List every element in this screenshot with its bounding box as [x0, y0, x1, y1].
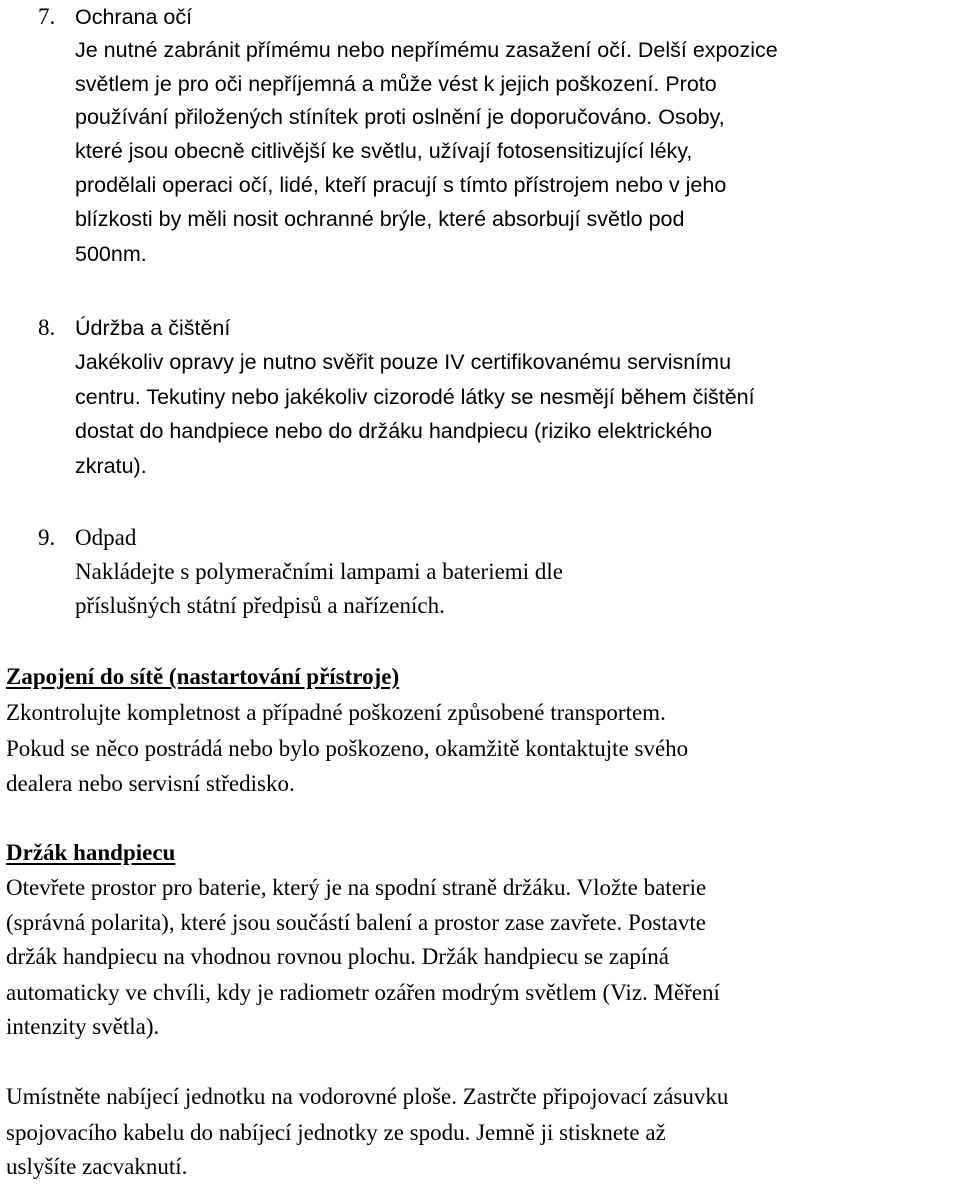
holder-para2-line-2: spojovacího kabelu do nabíjecí jednotky ze spodu. Jemně ji stisknete až [6, 1120, 666, 1145]
connection-line-1: Zkontrolujte kompletnost a případné poškození způsobené transportem. [6, 700, 666, 725]
section-8-line-3: dostat do handpiece nebo do držáku handpiecu (riziko elektrického [75, 419, 713, 443]
section-7-line-1: Je nutné zabránit přímému nebo nepřímému zasažení očí. Delší expozice [75, 38, 778, 62]
section-7-line-3b: Osoby, [652, 105, 725, 129]
section-7-line-4: které jsou obecně citlivější ke světlu, užívají fotosensitizující léky, [75, 139, 693, 163]
connection-heading: Zapojení do sítě (nastartování přístroje) [6, 664, 400, 689]
section-9-number: 9. [38, 525, 56, 550]
holder-para2-line-3: uslyšíte zacvaknutí. [6, 1154, 188, 1179]
holder-line-4: automaticky ve chvíli, kdy je radiometr ozářen modrým světlem (Viz. Měření [6, 980, 720, 1005]
section-9-line-2: příslušných státní předpisů a nařízeních. [75, 593, 445, 618]
holder-line-2: (správná polarita), které jsou součástí balení a prostor zase zavřete. Postavte [6, 910, 706, 935]
section-7-line-6: blízkosti by měli nosit ochranné brýle, které absorbují světlo pod [75, 207, 685, 231]
holder-line-5: intenzity světla). [6, 1014, 160, 1039]
section-8-line-4: zkratu). [75, 454, 147, 478]
section-8-number: 8. [38, 315, 56, 340]
section-8-line-2b: Tekutiny nebo jakékoliv cizorodé látky se nesmějí během čištění [140, 385, 755, 409]
connection-line-3: dealera nebo servisní středisko. [6, 771, 295, 796]
section-7-line-3a: používání přiložených stínítek proti oslnění je doporučováno. [75, 105, 653, 129]
holder-heading: Držák handpiecu [6, 840, 176, 865]
holder-para2-line-1: Umístněte nabíjecí jednotku na vodorovné ploše. Zastrčte připojovací zásuvku [6, 1084, 729, 1109]
section-7-heading: Ochrana očí [75, 5, 193, 29]
section-8-heading: Údržba a čištění [75, 316, 231, 340]
section-9-heading: Odpad [75, 525, 137, 550]
section-7-line-2: světlem je pro oči nepříjemná a může vést k jejich poškození. Proto [75, 72, 717, 96]
section-7-number: 7. [38, 4, 56, 29]
holder-line-1: Otevřete prostor pro baterie, který je na spodní straně držáku. Vložte baterie [6, 875, 707, 900]
connection-line-2: Pokud se něco postrádá nebo bylo poškozeno, okamžitě kontaktujte svého [6, 736, 689, 761]
holder-line-3: držák handpiecu na vhodnou rovnou plochu. Držák handpiecu se zapíná [6, 944, 669, 969]
section-7-line-3 [75, 100, 725, 134]
section-8-line-2a: centru. [75, 385, 141, 409]
section-8-line-1: Jakékoliv opravy je nutno svěřit pouze IV certifikovanému servisnímu [75, 350, 732, 374]
section-9-line-1: Nakládejte s polymeračními lampami a bateriemi dle [75, 559, 563, 584]
section-8-line-2 [75, 380, 755, 414]
section-7-line-7: 500nm. [75, 242, 147, 266]
section-7-line-5: prodělali operaci očí, lidé, kteří pracují s tímto přístrojem nebo v jeho [75, 173, 727, 197]
